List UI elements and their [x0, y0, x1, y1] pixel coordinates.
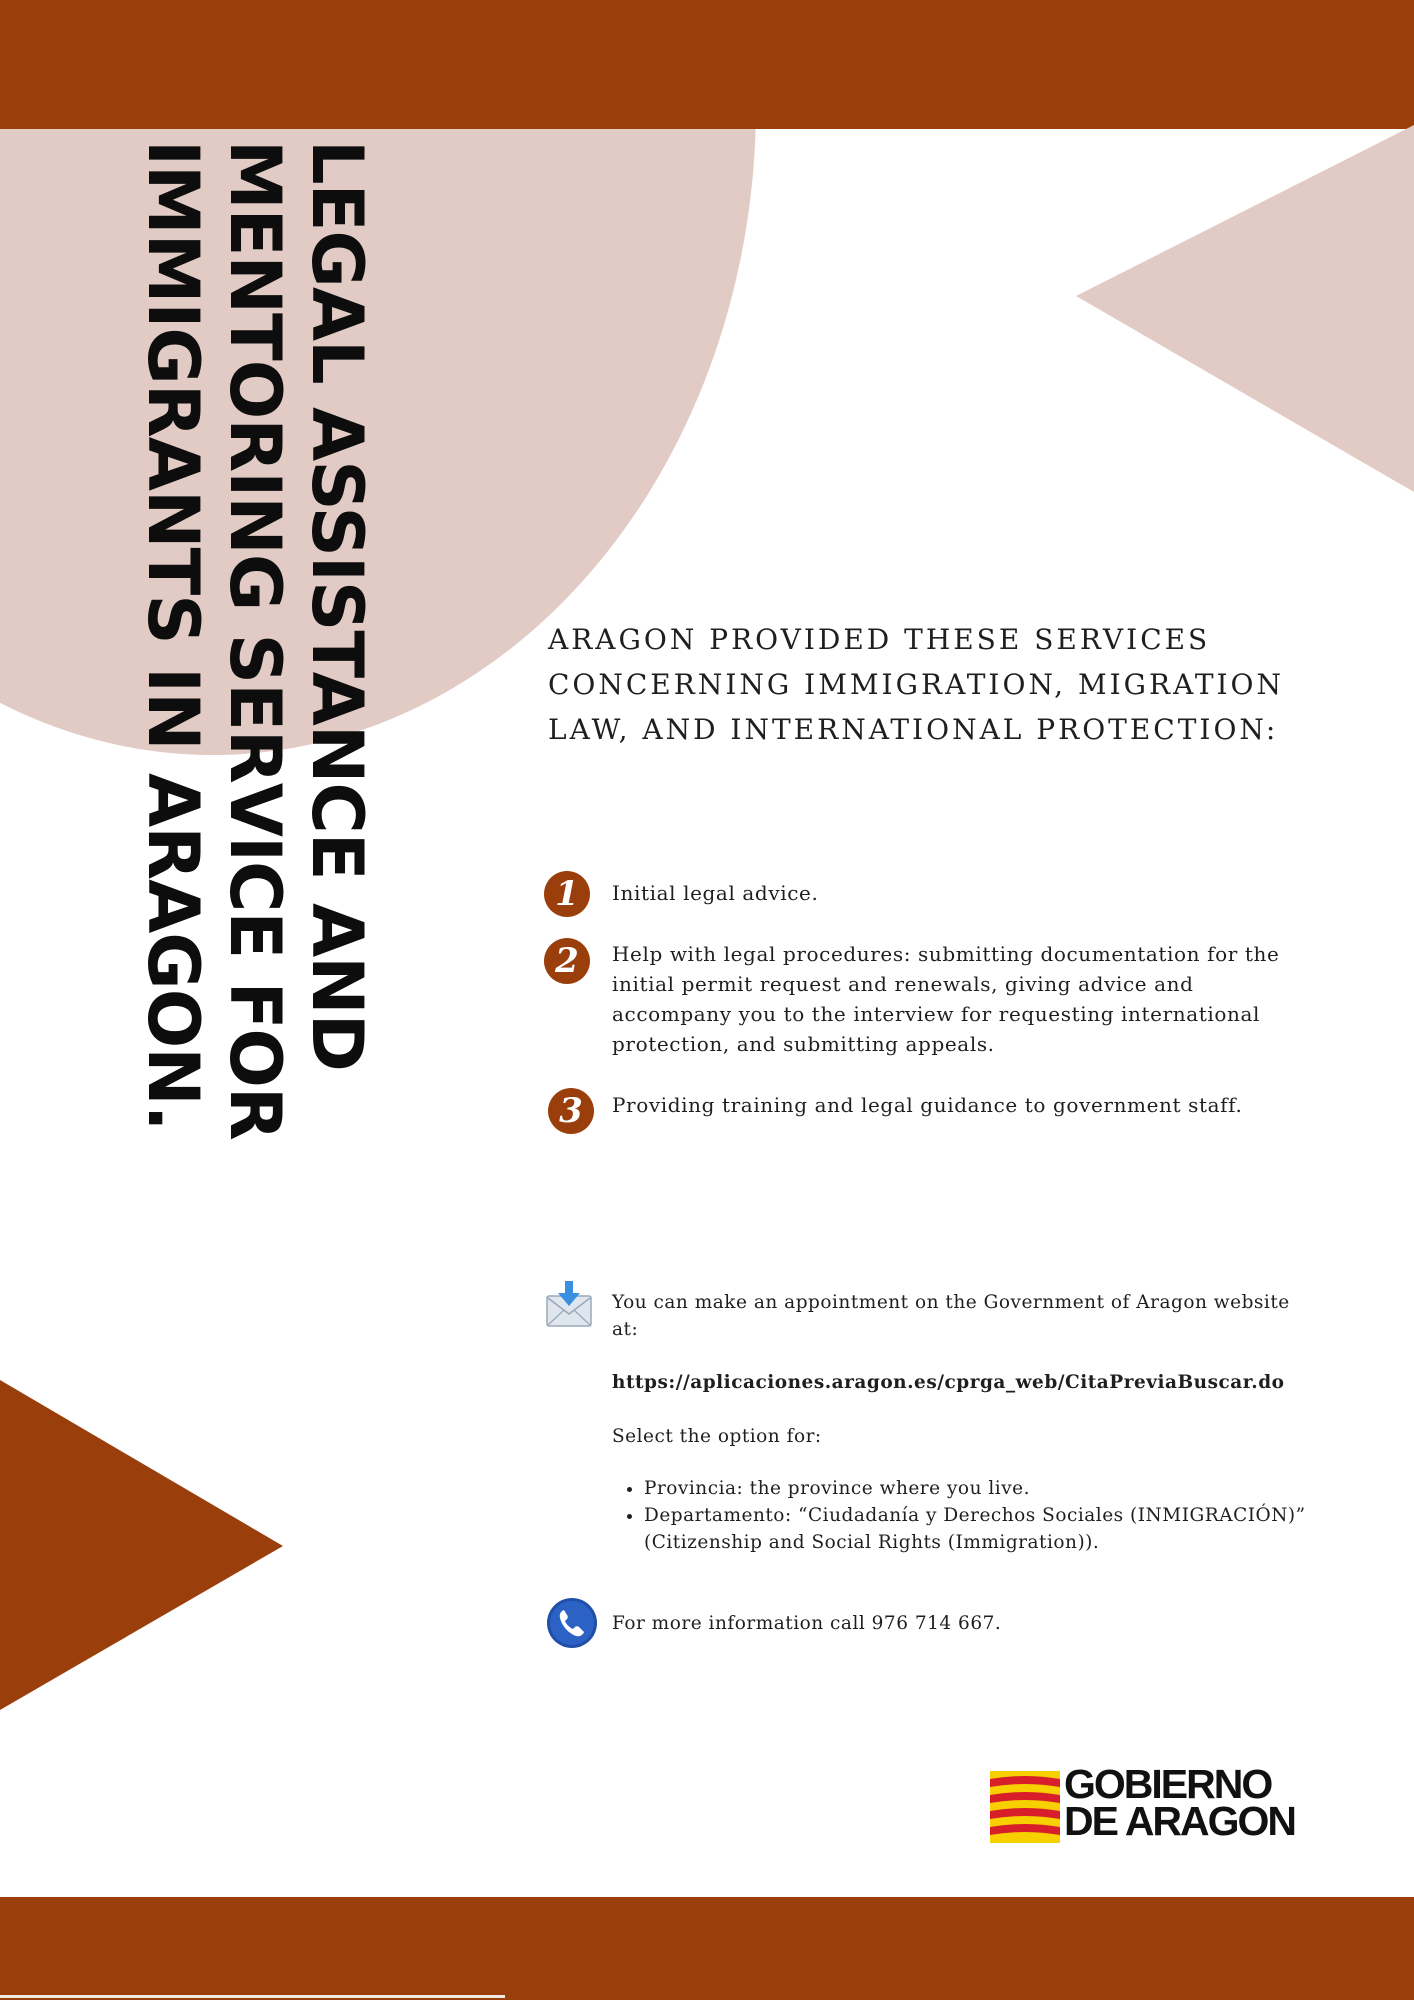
intro-line: ARAGON PROVIDED THESE SERVICES	[548, 623, 1211, 656]
service-item-1: Initial legal advice.	[612, 881, 819, 905]
appointment-intro: You can make an appointment on the Government of Aragon website at:	[612, 1292, 1290, 1340]
logo-line: DE ARAGON	[1064, 1798, 1296, 1844]
number-badge-1: 1	[544, 871, 590, 917]
bottom-brown-bar	[0, 1897, 1414, 2000]
list-item: • Departamento: “Ciudadanía y Derechos Sociales (INMIGRACIÓN)” (Citizenship and Social Rights (Immigration)).	[644, 1502, 1344, 1556]
title-line: IMMIGRANTS IN ARAGON.	[132, 140, 214, 1131]
service-item-2: Help with legal procedures: submitting documentation for the initial permit request and renewals, giving advice and accompany you to the interview for requesting international protection, and submitting appeals.	[612, 942, 1280, 1056]
intro-line: LAW, AND INTERNATIONAL PROTECTION:	[548, 713, 1279, 746]
appointment-url-link[interactable]: https://aplicaciones.aragon.es/cprga_web/CitaPreviaBuscar.do	[612, 1372, 1285, 1393]
title-line: LEGAL ASSISTANCE AND	[296, 140, 378, 1071]
bottom-line-decoration	[0, 1995, 505, 1998]
title-line: MENTORING SERVICE FOR	[214, 140, 296, 1140]
brown-triangle	[0, 1380, 283, 1710]
number-badge-3: 3	[548, 1088, 594, 1134]
mail-download-icon	[545, 1280, 593, 1328]
service-item-3: Providing training and legal guidance to government staff.	[612, 1093, 1243, 1117]
intro-heading	[548, 617, 1288, 752]
aragon-flag-icon	[990, 1771, 1060, 1843]
number-badge-2: 2	[544, 938, 590, 984]
pink-triangle	[1076, 125, 1414, 492]
logo-line: GOBIERNO	[1064, 1761, 1272, 1807]
gobierno-de-aragon-logo	[990, 1761, 1310, 1848]
option-list	[612, 1475, 1344, 1556]
phone-icon	[546, 1597, 598, 1649]
contact-text: For more information call 976 714 667.	[612, 1613, 1002, 1634]
select-option-label: Select the option for:	[612, 1426, 822, 1447]
page-title	[132, 140, 378, 1270]
list-item: • Provincia: the province where you live.	[644, 1475, 1344, 1502]
logo-wordmark	[1064, 1761, 1296, 1844]
intro-line: CONCERNING IMMIGRATION, MIGRATION	[548, 668, 1285, 701]
